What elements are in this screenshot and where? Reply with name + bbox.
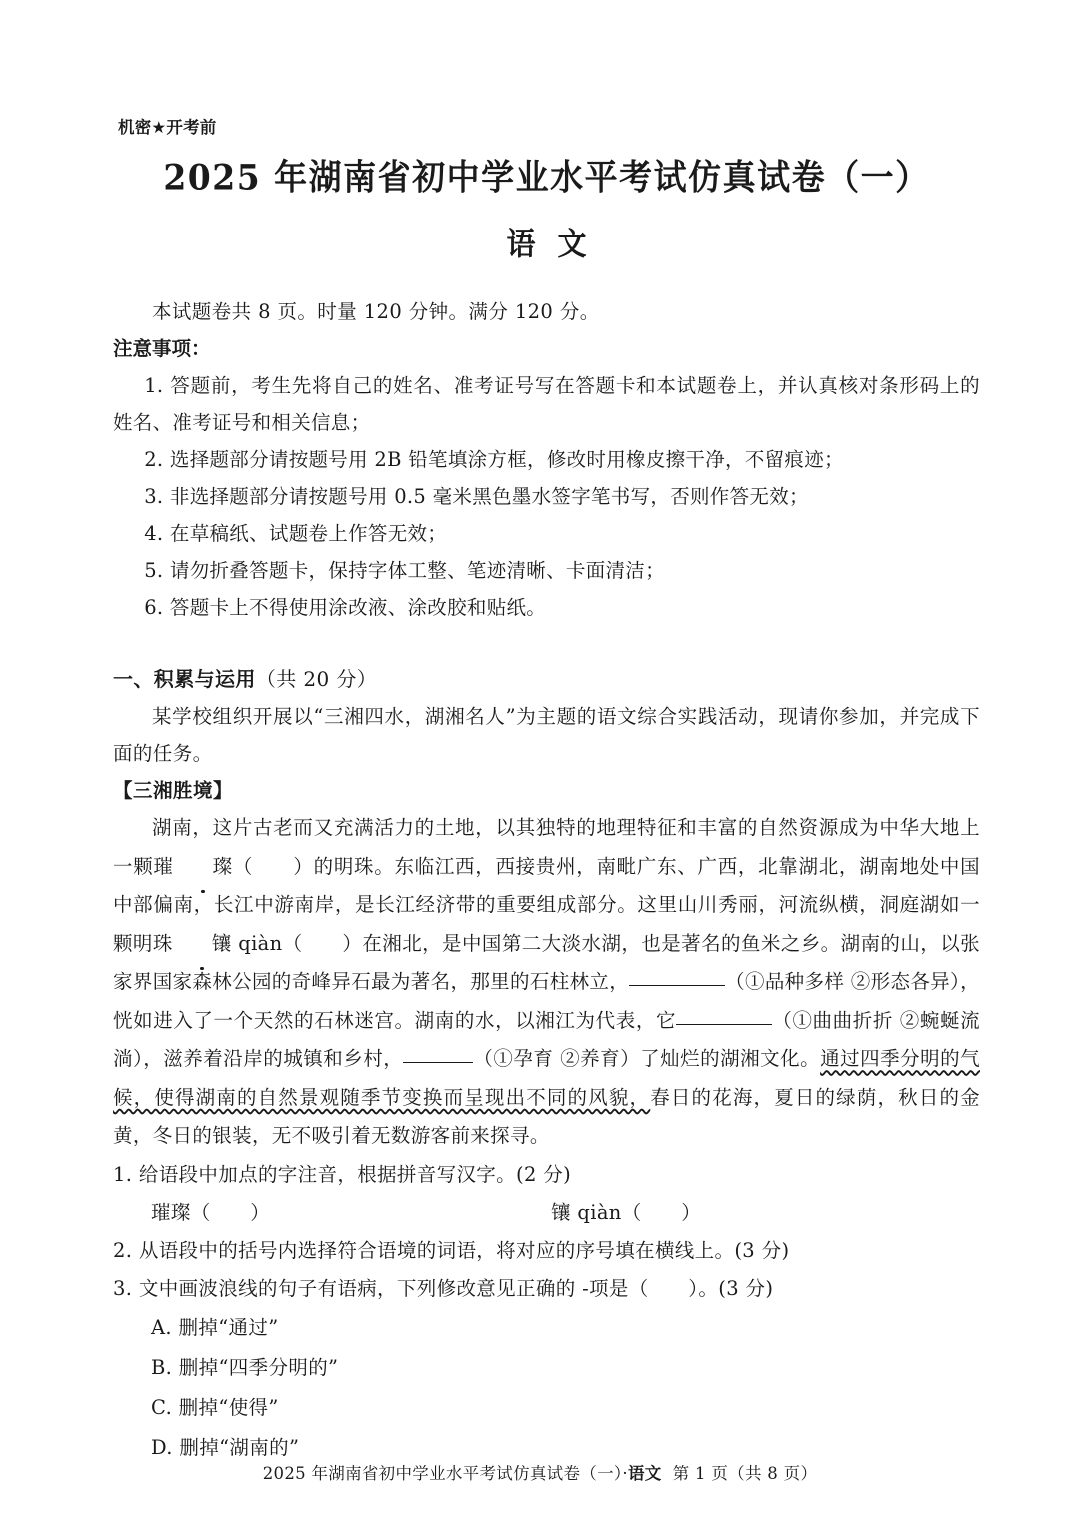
notice-item-1: 1. 答题前，考生先将自己的姓名、准考证号写在答题卡和本试题卷上，并认真核对条形码上的姓名、准考证号和相关信息； [113, 374, 980, 435]
question-1-answers [113, 1194, 980, 1232]
question-3-option-d[interactable]: D. 删掉“湖南的” [151, 1435, 300, 1459]
notice-label: 注意事项： [113, 337, 211, 361]
notice-item-5: 5. 请勿折叠答题卡，保持字体工整、笔迹清晰、卡面清洁； [144, 559, 665, 583]
question-3-stem: 3. 文中画波浪线的句子有语病，下列修改意见正确的 -项是（ ）。(3 分) [113, 1276, 774, 1300]
question-3-options-row-1 [113, 1308, 980, 1388]
footer-page-number: 第 1 页（共 8 页） [672, 1464, 818, 1483]
emphasized-char-xiang: 镶 [173, 925, 232, 964]
passage-part-7: 春日的花海，夏日的绿荫，秋日的金黄，冬日的银装，无不吸引着无数游客前来探寻。 [113, 1085, 980, 1148]
passage-part-3: qiàn（ ）在湘北，是中国第二大淡水湖，也是著名的鱼米之乡。湖南的山，以张家界国家森林公园的奇峰异石最为著名，那里的石柱林立， [113, 931, 980, 994]
notice-item-3: 3. 非选择题部分请按题号用 0.5 毫米黑色墨水签字笔书写，否则作答无效； [144, 485, 809, 509]
fill-blank-2[interactable] [676, 1007, 772, 1025]
page-title: 2025 年湖南省初中学业水平考试仿真试卷（一） [163, 156, 930, 198]
footer-exam-name: 2025 年湖南省初中学业水平考试仿真试卷（一）· [262, 1464, 628, 1483]
section-intro: 某学校组织开展以“三湘四水，湖湘名人”为主题的语文综合实践活动，现请你参加，并完成下面的任务。 [113, 705, 980, 766]
exam-overview: 本试题卷共 8 页。时量 120 分钟。满分 120 分。 [152, 300, 600, 324]
question-3-option-c[interactable]: C. 删掉“使得” [151, 1395, 279, 1419]
notice-item-2: 2. 选择题部分请按题号用 2B 铅笔填涂方框，修改时用橡皮擦干净，不留痕迹； [144, 448, 844, 472]
notice-item-4: 4. 在草稿纸、试题卷上作答无效； [144, 522, 448, 546]
passage-part-1: 湖南，这片古老而又充满活力的土地，以其独特的地理特征和丰富的自然资源成为中华大地上一颗璀 [113, 816, 980, 878]
secrecy-notice: 机密★开考前 [118, 118, 217, 137]
topic-tag: 【三湘胜境】 [113, 779, 234, 803]
question-3-options-row-2 [113, 1388, 980, 1468]
section-heading-score: （共 20 分） [255, 667, 378, 692]
spacer [113, 626, 980, 660]
question-2-stem: 2. 从语段中的括号内选择符合语境的词语，将对应的序号填在横线上。(3 分) [113, 1238, 790, 1262]
section-heading-label: 一、积累与运用 [113, 667, 256, 692]
passage-part-5: （①曲曲折折 ②蜿蜒流淌），滋养着沿岸的城镇和乡村， [113, 1008, 980, 1071]
passage-part-4: （①品种多样 ②形态各异），恍如进入了一个天然的石林迷宫。湖南的水，以湘江为代表，它 [113, 970, 980, 1032]
question-1-blank-right[interactable]: 镶 qiàn（ ） [551, 1200, 702, 1224]
footer-subject: 语文 [627, 1464, 662, 1483]
page-footer [0, 1460, 1080, 1484]
fill-blank-1[interactable] [629, 969, 725, 987]
passage-part-6: （①孕育 ②养育）了灿烂的湖湘文化。 [473, 1047, 821, 1071]
question-3-option-b[interactable]: B. 删掉“四季分明的” [151, 1355, 339, 1379]
question-1-blank-left[interactable]: 璀璨（ ） [151, 1200, 271, 1224]
fill-blank-3[interactable] [403, 1046, 473, 1064]
passage-part-2: （ ）的明珠。东临江西，西接贵州，南毗广东、广西，北靠湖北，湖南地处中国中部偏南，长江中游南岸，是长江经济带的重要组成部分。这里山川秀丽，河流纵横，洞庭湖如一颗明珠 [113, 854, 980, 955]
section-heading-one [113, 660, 980, 698]
emphasized-char-can: 璨 [174, 848, 233, 887]
notice-item-6: 6. 答题卡上不得使用涂改液、涂改胶和贴纸。 [144, 596, 547, 620]
flawed-sentence: 通过四季分明的气候，使得湖南的自然景观随季节变换而呈现出不同的风貌， [113, 1047, 980, 1109]
reading-passage [113, 809, 980, 1156]
question-1-stem: 1. 给语段中加点的字注音，根据拼音写汉字。(2 分) [113, 1162, 572, 1186]
subject-title: 语文 [506, 226, 609, 263]
question-3-option-a[interactable]: A. 删掉“通过” [151, 1315, 279, 1339]
